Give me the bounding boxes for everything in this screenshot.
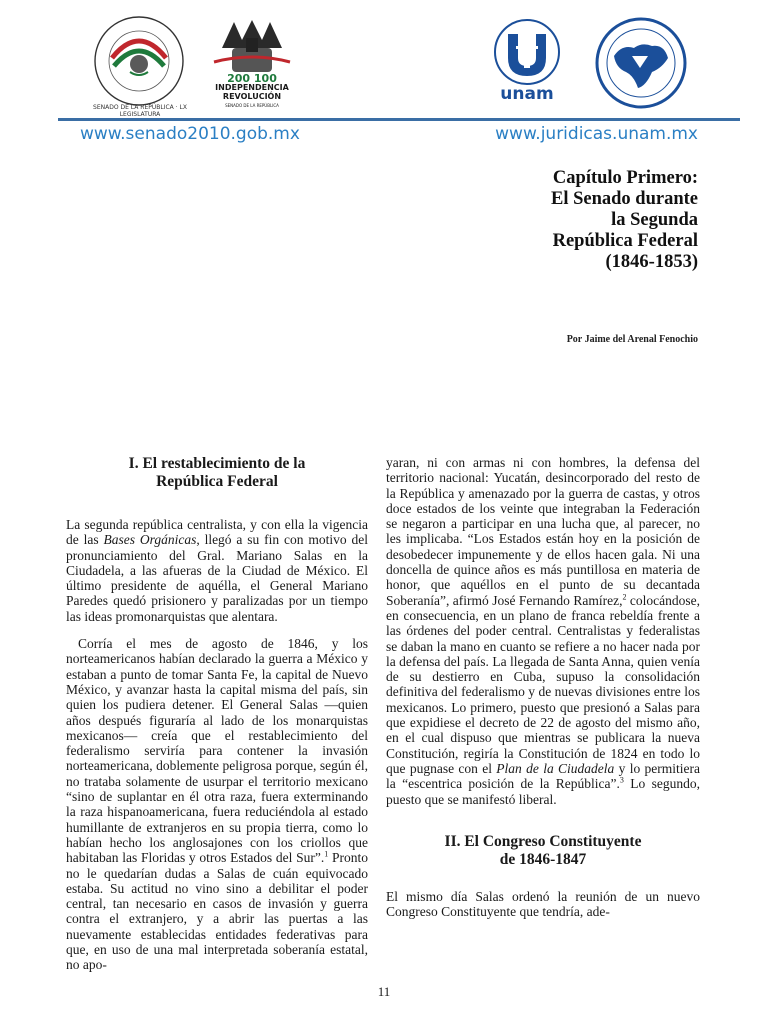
unam-escudo-icon [592, 16, 690, 110]
italic-term: Bases Orgánicas [103, 532, 197, 548]
section-2-heading [386, 833, 700, 869]
section-2-heading-line: de 1846-1847 [499, 850, 587, 868]
section-1-heading-line: República Federal [156, 473, 278, 490]
senado-logo [92, 14, 186, 108]
senado-url-link[interactable]: www.senado2010.gob.mx [80, 124, 300, 144]
senado-seal-icon [92, 14, 186, 108]
bicentenario-independencia: INDEPENDENCIA [215, 83, 289, 92]
iij-ring-text [480, 20, 488, 21]
iij-emblem-icon [486, 18, 568, 88]
bicentenario-years: 200 100 [227, 72, 277, 85]
footnote-ref[interactable]: 3 [619, 775, 624, 785]
footnote-ref[interactable]: 1 [324, 849, 329, 859]
unam-escudo-logo [592, 16, 690, 110]
text-column-left [66, 455, 368, 985]
footnote-ref[interactable]: 2 [622, 592, 627, 602]
bicentenario-senado: SENADO DE LA REPÚBLICA [225, 103, 279, 108]
author-byline: Por Jaime del Arenal Fenochio [566, 334, 698, 345]
paragraph: El mismo día Salas ordenó la reunión de un nuevo Congreso Constituyente que tendría, ade- [386, 888, 700, 920]
paragraph: yaran, ni con armas ni con hombres, la defensa del territorio nacional: Yucatán, desincorporado del resto de la República y amenazado por la guerra de castas, y otros doce estados de los veinte que integraban la Federación se negaron a participar en una lucha que, al parecer, no les implicaba. “Los Estados están hoy en la posición de desobedecer impunemente y de ellos hacen gala. Ni una doncella de quince años es más puntillosa en materia de honor, que aquéllos en el punto de su decantada Soberanía”, afirmó José Fernando Ramírez,$^2$ colocándose, en consecuencia, en un plano de franca rebeldía frente a las órdenes del poder central. Centralistas y federalistas se daban la mano en cuanto se refiere a no hacer nada por la defensa del país. La llegada de Santa Anna, quien venía de su destierro en Cuba, supuso la consolidación definitiva del federalismo y de nuevas divisiones entre los mexicanos. Lo primero, puesto que presionó a Salas para que expidiese el decreto de 22 de agosto del mismo año, en el cual dispuso que mientras se publicara la nueva Constitución, regiría la Constitución de 1824 en todo lo que pugnase con el Plan de la Ciudadela y lo permitiera la “escentrica posición de la República”.$^3$ Lo segundo, puesto que se manifestó liberal. [386, 455, 700, 807]
italic-term: Plan de la Ciudadela [496, 760, 615, 776]
juridicas-url-link[interactable]: www.juridicas.unam.mx [495, 124, 698, 144]
senado-logo-text: SENADO DE LA REPÚBLICA · LX LEGISLATURA [93, 104, 187, 118]
text-column-right [386, 455, 700, 931]
bicentenario-revolucion: REVOLUCIÓN [222, 92, 282, 101]
header-rule [58, 118, 740, 121]
paragraph: Corría el mes de agosto de 1846, y los norteamericanos habían declarado la guerra a México y estaban a punto de tomar Santa Fe, la capital de Nuevo México, y avanzar hasta la capital misma del país, sin quien los pudiera detener. El General Salas —quien años después figuraría al lado de los monarquistas mexicanos— creía que el restablecimiento del federalismo serviría para contener la invasión norteamericana, doblemente peligrosa porque, según él, no trataba solamente de usurpar el territorio mexicano “sino de suplantar en él otra raza, fuera exterminando la raza hispanoamericana, fuera reduciéndola al estado humillante de extranjeros en su propia tierra, como lo habían hecho los anglosajones con los criollos que habitaban las Floridas y otros Estados del Sur”.$^1$ Pronto no le quedarían dudas a Salas de cuán equivocado estaba. Su actitud no vino sino a debilitar el poder central, tan necesario en casos de invasión y guerra contra el extranjero, y a abrir las puertas a las nuevamente establecidas entidades federativas para que, en uso de una mal interpretada soberanía estatal, no apo- [66, 636, 368, 973]
chapter-title-line: (1846-1853) [605, 252, 698, 272]
bicentenario-logo [204, 18, 300, 112]
section-2-heading-line: II. El Congreso Constituyente [444, 832, 642, 850]
iij-unam-logo [486, 18, 568, 108]
section-1-heading-line: I. El restablecimiento de la [128, 455, 306, 472]
chapter-title [551, 168, 698, 273]
page-number: 11 [377, 984, 391, 999]
unam-wordmark: unam [500, 84, 554, 104]
chapter-title-line: la Segunda [611, 210, 698, 230]
paragraph: La segunda república centralista, y con ella la vigencia de las Bases Orgánicas, llegó a su fin con motivo del pronunciamiento del Gral. Mariano Salas en la Ciudadela, a las afueras de la Ciudad de México. El último presidente de aquélla, el General Mariano Paredes quedó prisionero y paralizadas por un tiempo las ideas promonarquistas que alentara. [66, 517, 368, 624]
angel-independencia-icon [204, 18, 300, 78]
chapter-title-line: El Senado durante [550, 189, 698, 209]
chapter-title-line: Capítulo Primero: [552, 168, 698, 188]
chapter-title-line: República Federal [552, 231, 698, 251]
section-1-heading [66, 455, 368, 491]
